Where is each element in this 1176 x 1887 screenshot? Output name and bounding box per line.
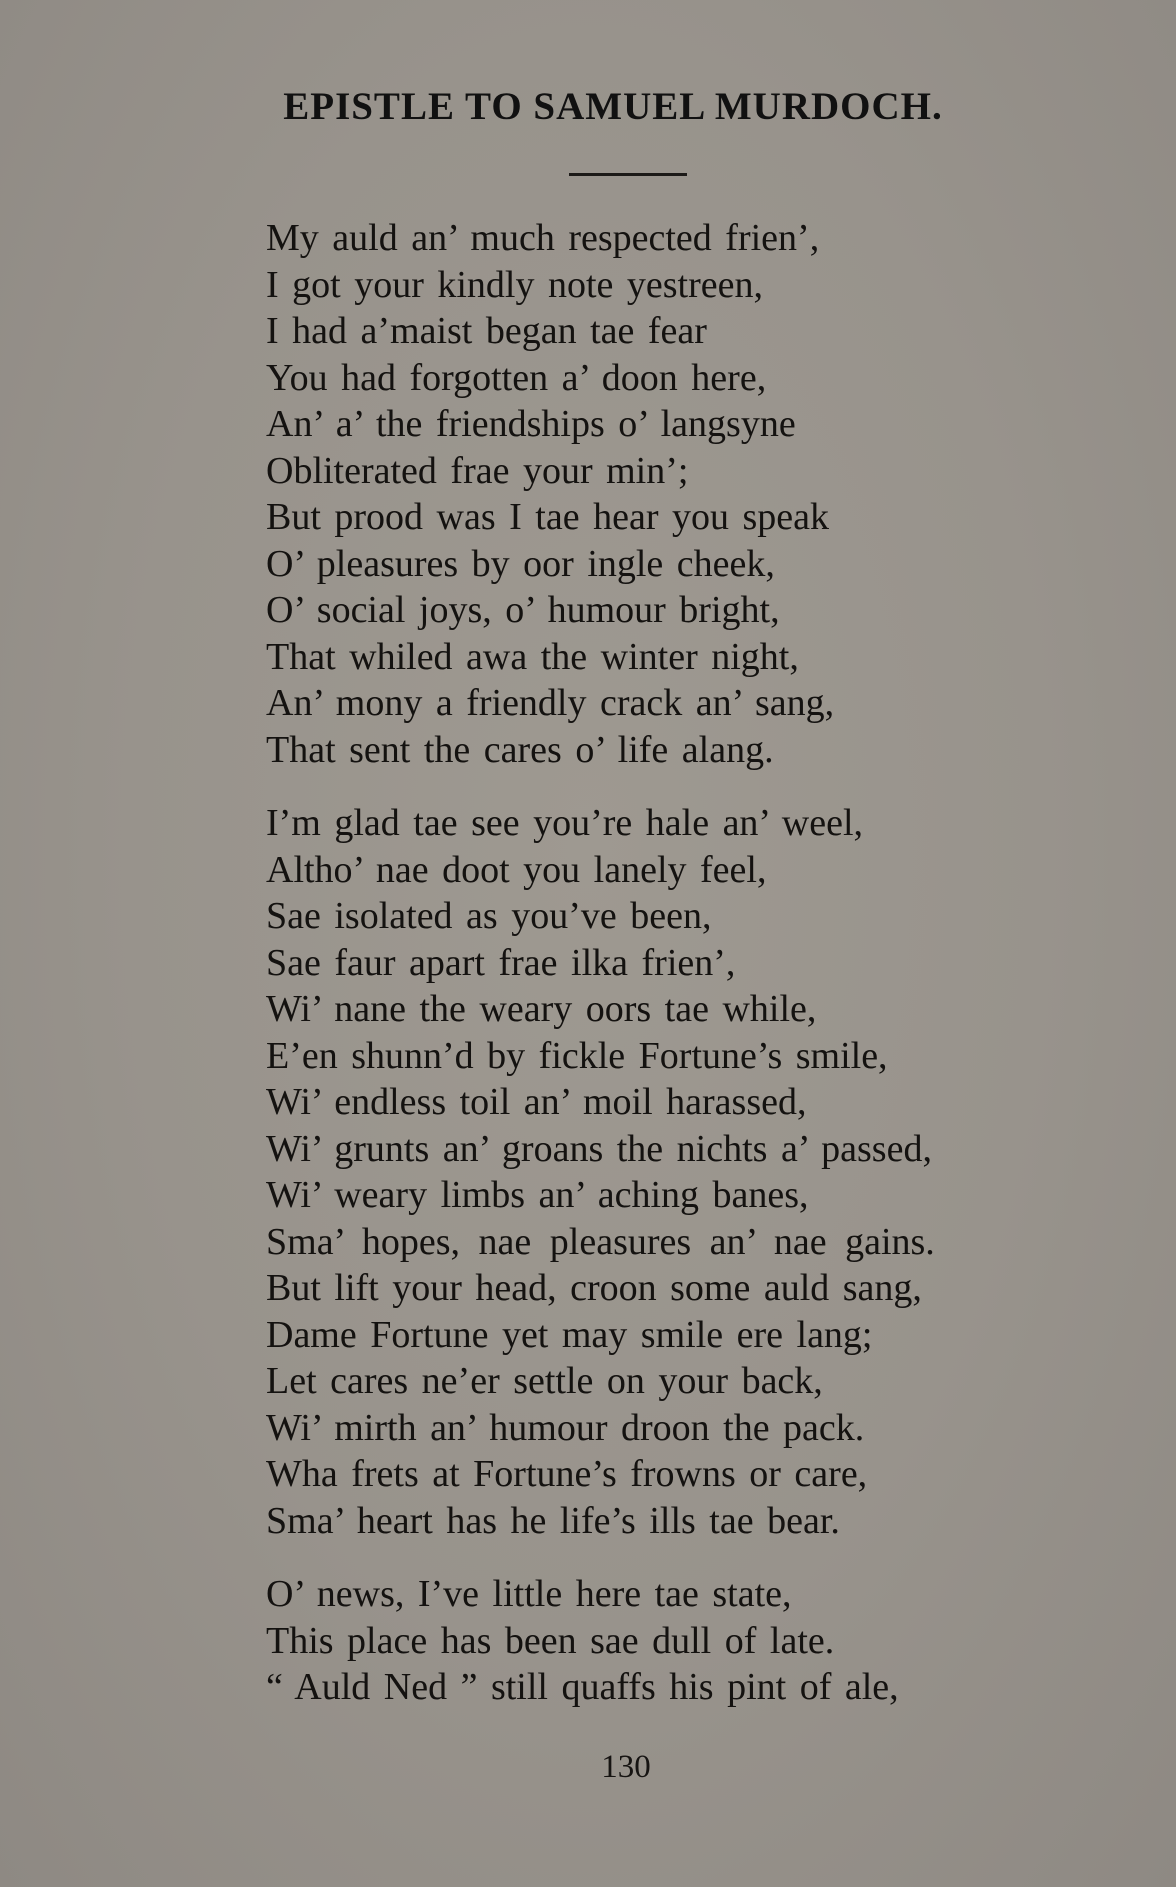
poem-line: O’ pleasures by oor ingle cheek, bbox=[266, 542, 775, 585]
poem-line: Altho’ nae doot you lanely feel, bbox=[266, 848, 767, 891]
poem-line: O’ social joys, o’ humour bright, bbox=[266, 589, 780, 631]
title-divider bbox=[569, 173, 687, 176]
poem-line: Sma’ heart has he life’s ills tae bear. bbox=[266, 1499, 840, 1542]
poem-line: An’ a’ the friendships o’ langsyne bbox=[266, 403, 796, 445]
stanza-1 bbox=[266, 215, 1106, 773]
poem-line: Let cares ne’er settle on your back, bbox=[266, 1360, 823, 1402]
stanza-3 bbox=[266, 1571, 1106, 1711]
poem-line: Wi’ endless toil an’ moil harassed, bbox=[266, 1081, 807, 1123]
poem-line: Sae isolated as you’ve been, bbox=[266, 895, 712, 937]
stanza-2 bbox=[266, 800, 1106, 1544]
poem-line: I got your kindly note yestreen, bbox=[266, 263, 764, 306]
poem-line: But lift your head, croon some auld sang, bbox=[266, 1267, 922, 1309]
poem-line: Wi’ grunts an’ groans the nichts a’ passed, bbox=[266, 1127, 932, 1170]
page-number: 130 bbox=[601, 1749, 651, 1785]
poem-line: That sent the cares o’ life alang. bbox=[266, 728, 774, 771]
poem-line: “ Auld Ned ” still quaffs his pint of ale, bbox=[266, 1666, 899, 1708]
poem-line: I had a’maist began tae fear bbox=[266, 310, 707, 352]
poem-line: An’ mony a friendly crack an’ sang, bbox=[266, 682, 835, 724]
poem-line: E’en shunn’d by fickle Fortune’s smile, bbox=[266, 1034, 888, 1077]
page-title: EPISTLE TO SAMUEL MURDOCH. bbox=[283, 85, 943, 128]
poem-line: Obliterated frae your min’; bbox=[266, 449, 689, 492]
poem-line: That whiled awa the winter night, bbox=[266, 635, 799, 678]
poem-body bbox=[266, 215, 1106, 1738]
poem-line: Sae faur apart frae ilka frien’, bbox=[266, 941, 736, 984]
poem-line: Dame Fortune yet may smile ere lang; bbox=[266, 1313, 873, 1356]
poem-line: This place has been sae dull of late. bbox=[266, 1619, 835, 1662]
poem-line: But prood was I tae hear you speak bbox=[266, 496, 830, 538]
poem-line: Sma’ hopes, nae pleasures an’ nae gains. bbox=[266, 1220, 935, 1263]
poem-line: Wi’ weary limbs an’ aching banes, bbox=[266, 1174, 809, 1216]
poem-line: I’m glad tae see you’re hale an’ weel, bbox=[266, 802, 863, 844]
poem-line: Wi’ nane the weary oors tae while, bbox=[266, 988, 817, 1030]
poem-line: Wha frets at Fortune’s frowns or care, bbox=[266, 1453, 868, 1495]
poem-line: Wi’ mirth an’ humour droon the pack. bbox=[266, 1406, 865, 1449]
poem-line: O’ news, I’ve little here tae state, bbox=[266, 1573, 792, 1615]
poem-line: You had forgotten a’ doon here, bbox=[266, 356, 767, 399]
poem-line: My auld an’ much respected frien’, bbox=[266, 217, 820, 259]
